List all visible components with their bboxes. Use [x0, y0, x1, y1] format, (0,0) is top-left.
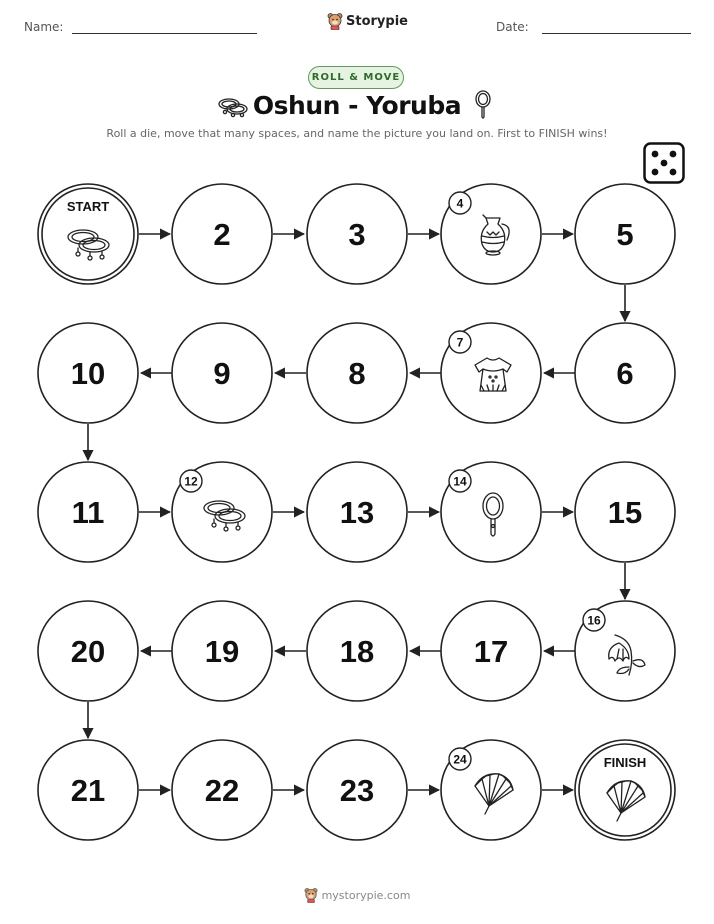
date-label: Date:: [496, 20, 529, 34]
space-number: 24: [453, 752, 467, 767]
space-number: 5: [616, 217, 634, 252]
board-space-15[interactable]: [575, 462, 675, 562]
board-space-16[interactable]: [575, 601, 675, 701]
instructions: Roll a die, move that many spaces, and name the picture you land on. First to FINISH wins!: [106, 127, 608, 140]
space-number: 15: [607, 495, 643, 530]
space-number: 21: [70, 773, 106, 808]
board-space-finish[interactable]: [575, 740, 675, 840]
brand-name: Storypie: [346, 13, 408, 29]
space-number: 18: [339, 634, 375, 669]
space-number: 9: [213, 356, 231, 391]
board-space-4[interactable]: [441, 184, 541, 284]
space-number: 6: [616, 356, 634, 391]
space-number: 22: [204, 773, 240, 808]
name-label: Name:: [24, 20, 64, 34]
footer: [0, 887, 714, 903]
board-space-14[interactable]: [441, 462, 541, 562]
board-space-2[interactable]: [172, 184, 272, 284]
board-space-13[interactable]: [307, 462, 407, 562]
board-space-23[interactable]: [307, 740, 407, 840]
space-number: 19: [204, 634, 240, 669]
space-number: 3: [348, 217, 366, 252]
board-space-9[interactable]: [172, 323, 272, 423]
space-number: 23: [339, 773, 375, 808]
board-space-12[interactable]: [172, 462, 272, 562]
space-label: START: [66, 199, 110, 214]
space-number: 16: [587, 613, 601, 628]
bear-icon: [304, 887, 318, 903]
space-number: 12: [184, 474, 198, 489]
board-space-8[interactable]: [307, 323, 407, 423]
space-number: 11: [71, 495, 105, 530]
board-space-20[interactable]: [38, 601, 138, 701]
space-label: FINISH: [603, 755, 647, 770]
game-type-badge: ROLL & MOVE: [308, 66, 404, 89]
board-space-start[interactable]: [38, 184, 138, 284]
space-number: 17: [473, 634, 509, 669]
board-space-7[interactable]: [441, 323, 541, 423]
board-space-24[interactable]: [441, 740, 541, 840]
space-number: 14: [453, 474, 467, 489]
board-space-17[interactable]: [441, 601, 541, 701]
space-number: 4: [456, 196, 464, 211]
page-title: Oshun - Yoruba: [252, 91, 462, 120]
footer-url[interactable]: mystorypie.com: [321, 888, 411, 902]
board-space-3[interactable]: [307, 184, 407, 284]
board-space-5[interactable]: [575, 184, 675, 284]
space-number: 10: [70, 356, 106, 391]
space-number: 2: [213, 217, 231, 252]
board-space-11[interactable]: [38, 462, 138, 562]
board-space-18[interactable]: [307, 601, 407, 701]
space-number: 13: [339, 495, 375, 530]
space-number: 20: [70, 634, 106, 669]
space-number: 7: [456, 335, 464, 350]
board-space-6[interactable]: [575, 323, 675, 423]
board-space-19[interactable]: [172, 601, 272, 701]
board-space-21[interactable]: [38, 740, 138, 840]
board-space-22[interactable]: [172, 740, 272, 840]
space-number: 8: [348, 356, 366, 391]
board-space-10[interactable]: [38, 323, 138, 423]
